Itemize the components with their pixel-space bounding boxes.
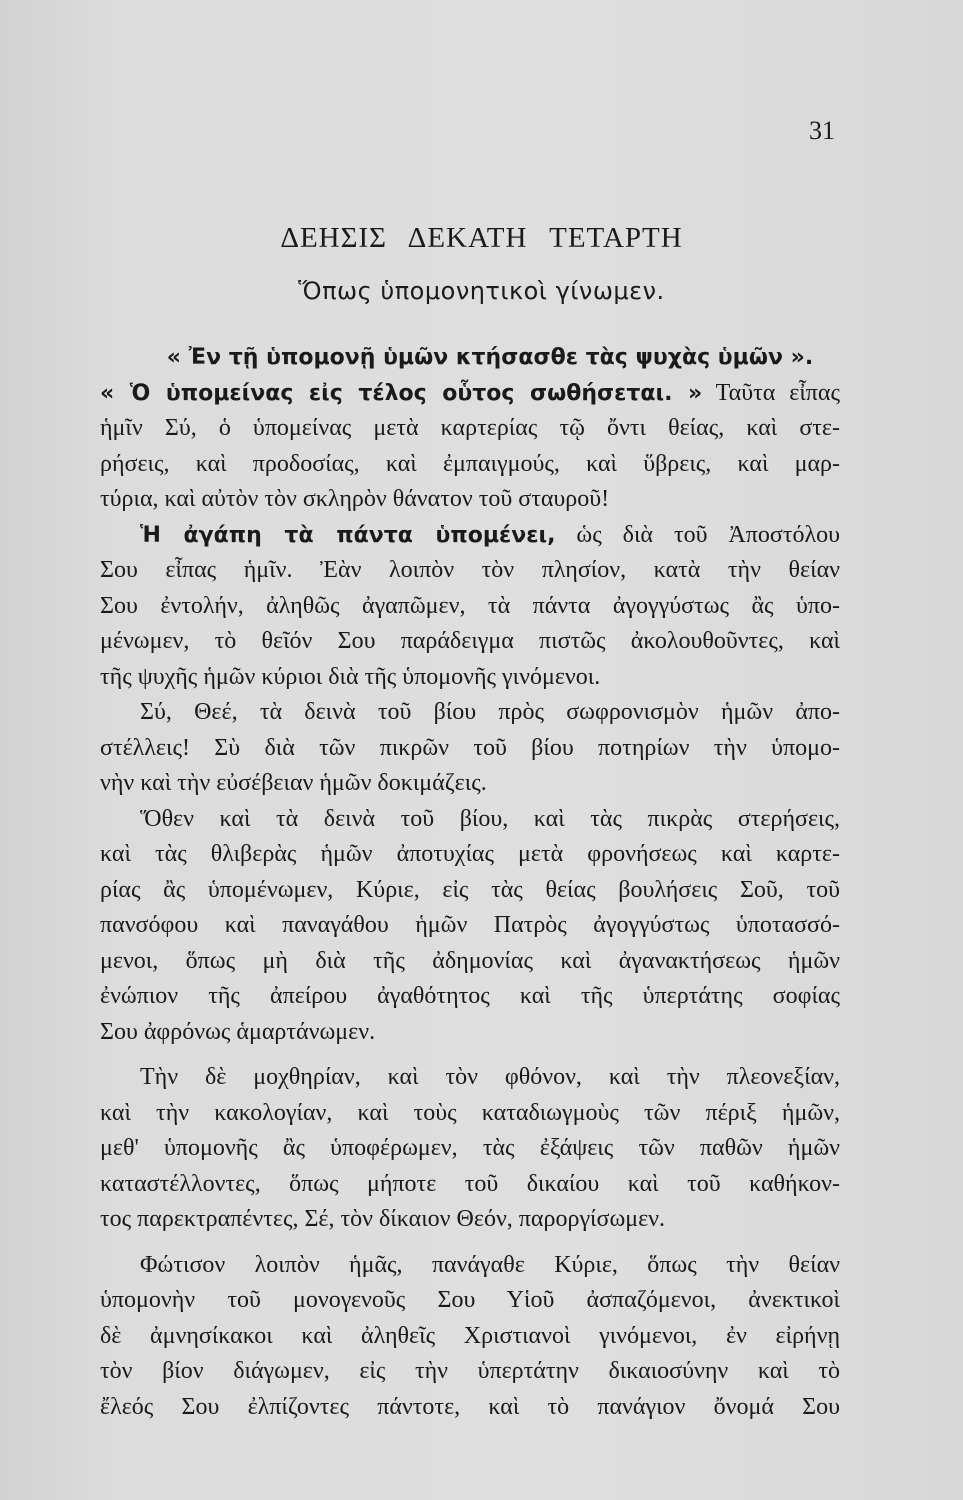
text-span: ὡς διὰ τοῦ Ἀποστόλου [555, 521, 840, 548]
text-line: ἐνώπιον τῆς ἀπείρου ἀγαθότητος καὶ τῆς ὑπερτάτης σοφίας [100, 983, 840, 1009]
text-line: τὸν βίον διάγωμεν, εἰς τὴν ὑπερτάτην δικαιοσύνην καὶ τὸ [100, 1358, 840, 1384]
text-line: καταστέλλοντες, ὅπως μήποτε τοῦ δικαίου καὶ τοῦ καθήκον- [100, 1170, 840, 1197]
text-line: τος παρεκτραπέντες, Σέ, τὸν δίκαιον Θεόν, παροργίσωμεν. [100, 1206, 666, 1232]
text-line: δὲ ἀμνησίκακοι καὶ ἀληθεῖς Χριστιανοὶ γινόμενοι, ἐν εἰρήνῃ [100, 1322, 840, 1349]
text-line: ρίας ἂς ὑπομένωμεν, Κύριε, εἰς τὰς θείας βουλήσεις Σοῦ, τοῦ [100, 876, 840, 903]
text-line: μενοι, ὅπως μὴ διὰ τῆς ἀδημονίας καὶ ἀγανακτήσεως ἡμῶν [100, 947, 840, 974]
text-line: Σου ἀφρόνως ἁμαρτάνωμεν. [100, 1018, 376, 1045]
paragraph-gap [100, 1050, 840, 1060]
prayer-body [100, 340, 840, 1425]
text-line [100, 376, 840, 412]
page-number: 31 [809, 116, 835, 145]
text-line: ὑπομονὴν τοῦ μονογενοῦς Σου Υἱοῦ ἀσπαζόμενοι, ἀνεκτικοὶ [100, 1287, 840, 1313]
text-line: ρήσεις, καὶ προδοσίας, καὶ ἐμπαιγμούς, καὶ ὕβρεις, καὶ μαρ- [100, 450, 840, 477]
text-line: μεθ' ὑπομονῆς ἂς ὑποφέρωμεν, τὰς ἐξάψεις τῶν παθῶν ἡμῶν [100, 1135, 840, 1161]
text-line: στέλλεις! Σὺ διὰ τῶν πικρῶν τοῦ βίου ποτηρίων τὴν ὑπομο- [100, 734, 840, 761]
text-line: Σου ἐντολήν, ἀληθῶς ἀγαπῶμεν, τὰ πάντα ἀγογγύστως ἂς ὑπο- [100, 592, 840, 619]
text-line: Σου εἶπας ἡμῖν. Ἐὰν λοιπὸν τὸν πλησίον, κατὰ τὴν θείαν [100, 557, 840, 583]
prayer-title: ΔΕΗΣΙΣ ΔΕΚΑΤΗ ΤΕΤΑΡΤΗ [280, 222, 683, 254]
text-line: καὶ τὴν κακολογίαν, καὶ τοὺς καταδιωγμοὺς τῶν πέριξ ἡμῶν, [100, 1099, 840, 1126]
text-line: Τὴν δὲ μοχθηρίαν, καὶ τὸν φθόνον, καὶ τὴν πλεονεξίαν, [140, 1064, 840, 1090]
text-line: ἡμῖν Σύ, ὁ ὑπομείνας μετὰ καρτερίας τῷ ὄντι θείας, καὶ στε- [100, 415, 840, 441]
quote-line: « Ἐν τῇ ὑπομονῇ ὑμῶν κτήσασθε τὰς ψυχὰς ὑμῶν ». [166, 345, 814, 370]
text-line: ἔλεός Σου ἐλπίζοντες πάντοτε, καὶ τὸ πανάγιον ὄνομά Σου [100, 1393, 840, 1420]
quote-inline: « Ὁ ὑπομείνας εἰς τέλος οὗτος σωθήσεται. » [100, 380, 703, 406]
text-line: Σύ, Θεέ, τὰ δεινὰ τοῦ βίου πρὸς σωφρονισμὸν ἡμῶν ἀπο- [140, 699, 840, 725]
text-line: πανσόφου καὶ παναγάθου ἡμῶν Πατρὸς ἀγογγύστως ὑποτασσό- [100, 912, 840, 938]
text-line: Ὅθεν καὶ τὰ δεινὰ τοῦ βίου, καὶ τὰς πικρὰς στερήσεις, [140, 805, 840, 832]
text-line: νὴν καὶ τὴν εὐσέβειαν ἡμῶν δοκιμάζεις. [100, 770, 487, 796]
prayer-subtitle: Ὅπως ὑπομονητικοὶ γίνωμεν. [298, 277, 665, 305]
text-line: τύρια, καὶ αὐτὸν τὸν σκληρὸν θάνατον τοῦ σταυροῦ! [100, 486, 610, 512]
paragraph-gap [100, 1238, 840, 1248]
text-line: τῆς ψυχῆς ἡμῶν κύριοι διὰ τῆς ὑπομονῆς γινόμενοι. [100, 663, 601, 690]
emphasis-phrase: Ἡ ἀγάπη τὰ πάντα ὑπομένει, [140, 522, 556, 548]
text-line: καὶ τὰς θλιβερὰς ἡμῶν ἀποτυχίας μετὰ φρονήσεως καὶ καρτε- [100, 841, 840, 867]
text-line: μένωμεν, τὸ θεῖόν Σου παράδειγμα πιστῶς ἀκολουθοῦντες, καὶ [100, 628, 840, 654]
text-line: Φώτισον λοιπὸν ἡμᾶς, πανάγαθε Κύριε, ὅπως τὴν θείαν [140, 1251, 840, 1278]
text-line [100, 518, 840, 554]
text-span: Ταῦτα εἶπας [702, 379, 840, 406]
